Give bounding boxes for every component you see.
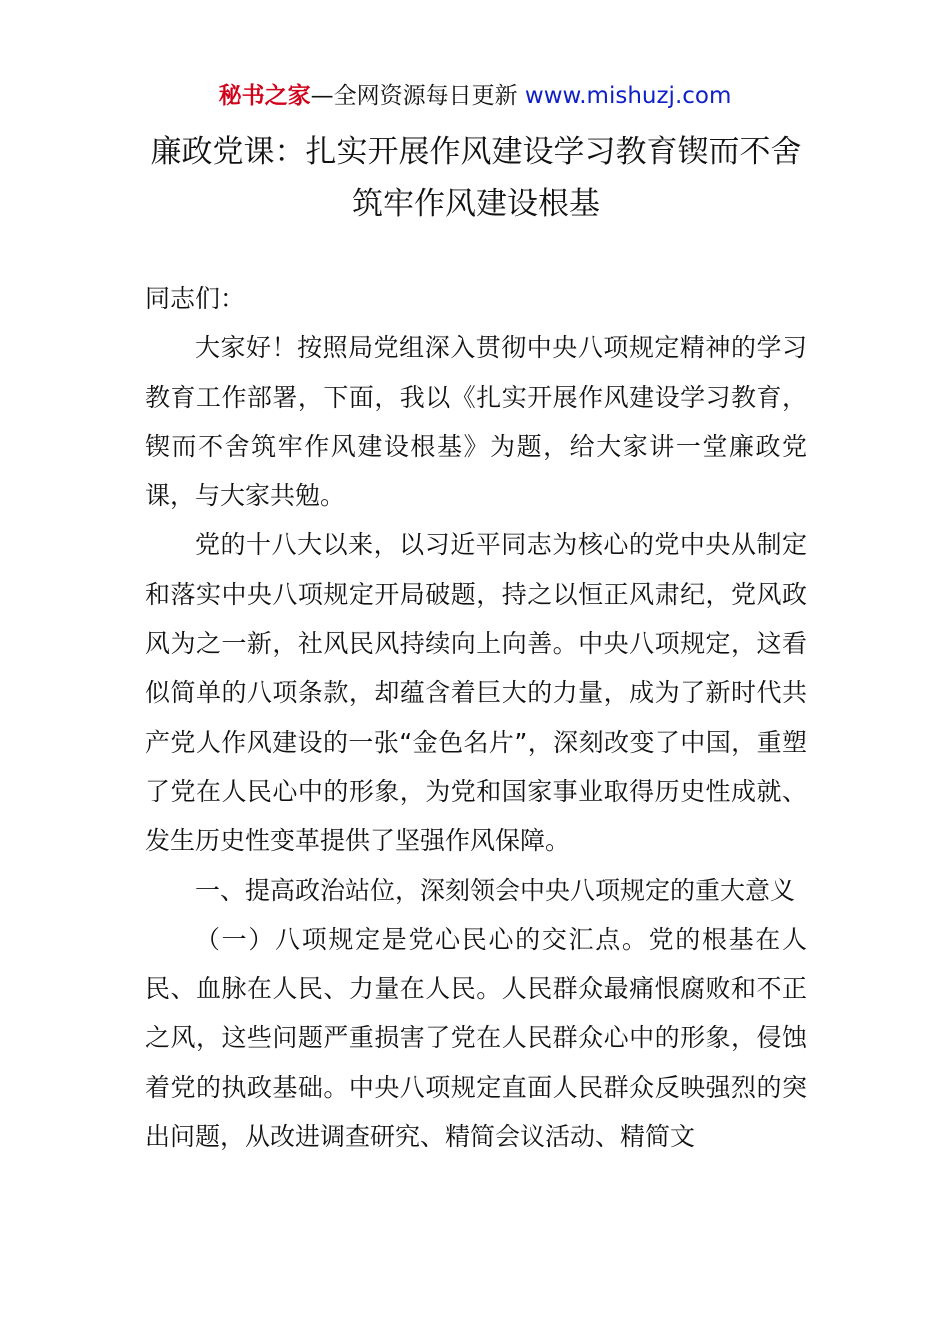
brand-name: 秘书之家 — [218, 83, 311, 109]
section-heading: 一、提高政治站位，深刻领会中央八项规定的重大意义 — [195, 875, 796, 905]
document-title: 廉政党课：扎实开展作风建设学习教育锲而不舍筑牢作风建设根基 — [150, 134, 802, 222]
greeting: 同志们： — [145, 284, 246, 313]
document-body — [145, 274, 807, 1161]
paragraph-background: 党的十八大以来，以习近平同志为核心的党中央从制定和落实中央八项规定开局破题，持之以恒正风肃纪，党风政风为之一新，社风民风持续向上向善。中央八项规定，这看似简单的八项条款，却蕴含着巨大的力量，成为了新时代共产党人作风建设的一张“金色名片”，深刻改变了中国，重塑了党在人民心中的形象，为党和国家事业取得历史性成就、发生历史性变革提供了坚强作风保障。 — [145, 530, 807, 856]
document-header — [0, 80, 950, 112]
paragraph-intro: 大家好！按照局党组深入贯彻中央八项规定精神的学习教育工作部署，下面，我以《扎实开展作风建设学习教育，锲而不舍筑牢作风建设根基》为题，给大家讲一堂廉政党课，与大家共勉。 — [145, 333, 807, 511]
site-url[interactable]: www.mishuzj.com — [524, 83, 732, 109]
paragraph-subsection: （一）八项规定是党心民心的交汇点。党的根基在人民、血脉在人民、力量在人民。人民群众最痛恨腐败和不正之风，这些问题严重损害了党在人民群众心中的形象，侵蚀着党的执政基础。中央八项规定直面人民群众反映强烈的突出问题，从改进调查研究、精简会议活动、精简文 — [145, 924, 807, 1152]
header-tagline: —全网资源每日更新 — [310, 83, 525, 109]
